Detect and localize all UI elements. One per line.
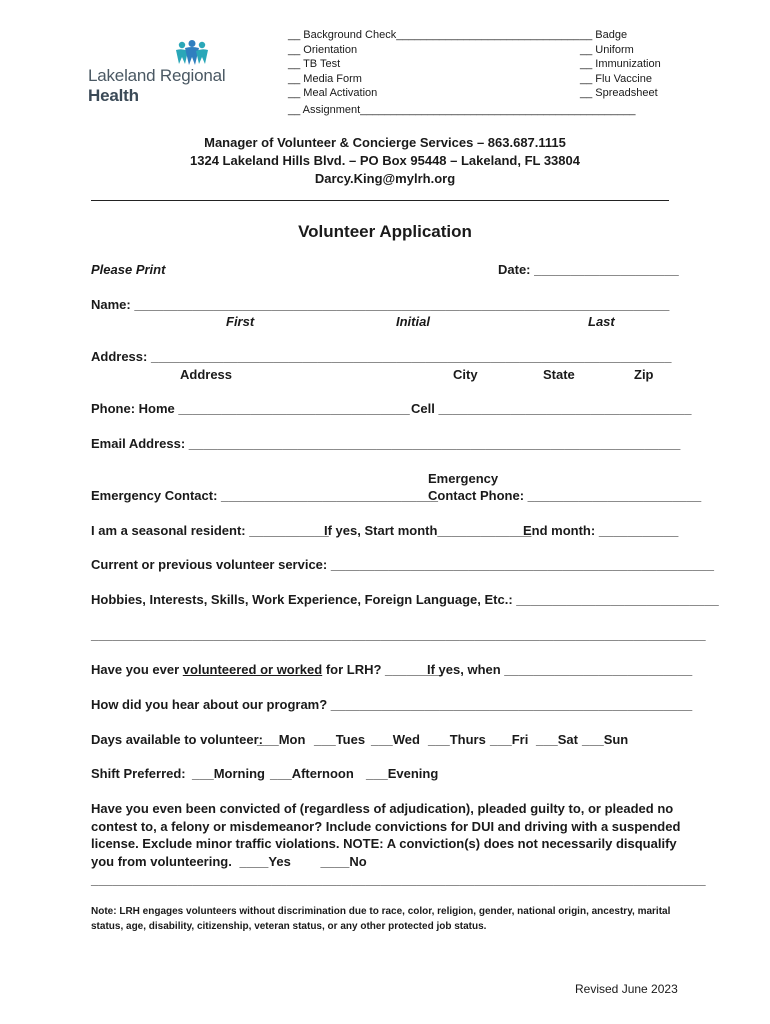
home-phone-field[interactable]: Phone: Home ________________________________ xyxy=(91,401,410,416)
lakeland-regional-health-logo xyxy=(88,40,248,105)
shift-evening[interactable]: ___Evening xyxy=(366,766,439,781)
name-initial-label: Initial xyxy=(396,314,430,329)
page-title: Volunteer Application xyxy=(298,222,472,241)
date-field[interactable]: Date: ____________________ xyxy=(498,262,679,277)
address-city-label: City xyxy=(453,367,478,382)
people-logo-icon xyxy=(172,40,212,66)
hobbies-line-2[interactable]: _____________________________________________________________________________________ xyxy=(91,627,706,642)
day-sat[interactable]: ___Sat xyxy=(536,732,578,747)
seasonal-resident-field[interactable]: I am a seasonal resident: ___________ xyxy=(91,523,329,538)
contact-header-line2: 1324 Lakeland Hills Blvd. – PO Box 95448 – Lakeland, FL 33804 xyxy=(190,153,580,168)
conviction-yes[interactable]: ____Yes xyxy=(239,853,291,869)
conviction-question: Have you even been convicted of (regardless of adjudication), pleaded guilty to, or pleaded no contest to, a felony or misdemeanor? Include convictions for DUI and driving with a suspended license. Exclude minor traffic violations. NOTE: A conviction(s) does not necessarily disqualify you from volunteering. ____Yes ____No xyxy=(91,801,681,869)
checklist-item: __ Meal Activation xyxy=(288,87,378,99)
checklist-item: __ Media Form xyxy=(288,72,362,85)
hobbies-field[interactable]: Hobbies, Interests, Skills, Work Experience, Foreign Language, Etc.: ____________________________ xyxy=(91,592,719,607)
checklist-item: __ Background Check______________________________ xyxy=(288,29,580,41)
address-state-label: State xyxy=(543,367,575,382)
logo-wordmark: Lakeland Regional Health xyxy=(88,66,226,105)
seasonal-end-field[interactable]: End month: ___________ xyxy=(523,523,679,538)
name-first-label: First xyxy=(226,314,255,329)
header-divider xyxy=(91,200,669,201)
contact-header-email: Darcy.King@mylrh.org xyxy=(314,171,456,186)
address-street-label: Address xyxy=(180,367,233,382)
day-wed[interactable]: ___Wed xyxy=(371,732,420,747)
day-sun[interactable]: ___Sun xyxy=(582,732,629,747)
cell-phone-field[interactable]: Cell ___________________________________ xyxy=(411,401,692,416)
address-zip-label: Zip xyxy=(634,367,654,382)
checklist-item: __ Assignment_____________________________________________ xyxy=(288,103,636,116)
day-thurs[interactable]: ___Thurs xyxy=(428,732,486,747)
shift-afternoon[interactable]: ___Afternoon xyxy=(270,766,354,781)
days-available-label: Days available to volunteer: xyxy=(91,732,263,747)
day-mon[interactable]: ___Mon xyxy=(257,732,306,747)
checklist-item: __ Uniform xyxy=(580,43,634,56)
shift-morning[interactable]: ___Morning xyxy=(192,766,265,781)
conviction-no[interactable]: ____No xyxy=(320,853,367,869)
emergency-phone-field[interactable]: Contact Phone: ________________________ xyxy=(428,488,702,503)
checklist-item: __ TB Test xyxy=(288,58,341,70)
checklist-item: __ Immunization xyxy=(580,58,661,70)
address-field[interactable]: Address: ________________________________________________________________________ xyxy=(91,349,672,364)
checklist-item: __ Flu Vaccine xyxy=(580,72,652,85)
checklist-item: __ Orientation xyxy=(288,43,358,56)
nondiscrimination-note: Note: LRH engages volunteers without discrimination due to race, color, religion, gender, national origin, ancestry, marital status, age, disability, citizenship, veteran status, or any other protected job status. xyxy=(91,906,671,932)
name-last-label: Last xyxy=(588,314,615,329)
contact-header-line1: Manager of Volunteer & Concierge Services – 863.687.1115 xyxy=(204,135,566,150)
seasonal-start-field[interactable]: If yes, Start month_____________ xyxy=(324,523,532,538)
office-checklist-right xyxy=(580,28,661,101)
conviction-explanation-line[interactable]: _____________________________________________________________________________________ xyxy=(91,872,706,887)
revision-date: Revised June 2023 xyxy=(575,982,678,996)
lrh-history-field[interactable]: Have you ever volunteered or worked for LRH? ________ xyxy=(91,662,443,677)
day-fri[interactable]: ___Fri xyxy=(490,732,529,747)
lrh-when-field[interactable]: If yes, when __________________________ xyxy=(427,662,693,677)
checklist-item: __ Spreadsheet xyxy=(580,87,658,99)
day-tues[interactable]: ___Tues xyxy=(314,732,366,747)
checklist-item: __ Badge xyxy=(580,29,628,41)
volunteer-service-field[interactable]: Current or previous volunteer service: _____________________________________________________ xyxy=(91,557,715,572)
emergency-phone-label: Emergency xyxy=(428,471,499,486)
please-print-label: Please Print xyxy=(91,262,166,277)
email-field[interactable]: Email Address: ____________________________________________________________________ xyxy=(91,436,681,451)
hear-about-field[interactable]: How did you hear about our program? __________________________________________________ xyxy=(91,697,693,712)
emergency-contact-field[interactable]: Emergency Contact: ______________________________ xyxy=(91,488,438,503)
name-field[interactable]: Name: __________________________________________________________________________ xyxy=(91,297,670,312)
shift-preferred-label: Shift Preferred: xyxy=(91,766,186,781)
